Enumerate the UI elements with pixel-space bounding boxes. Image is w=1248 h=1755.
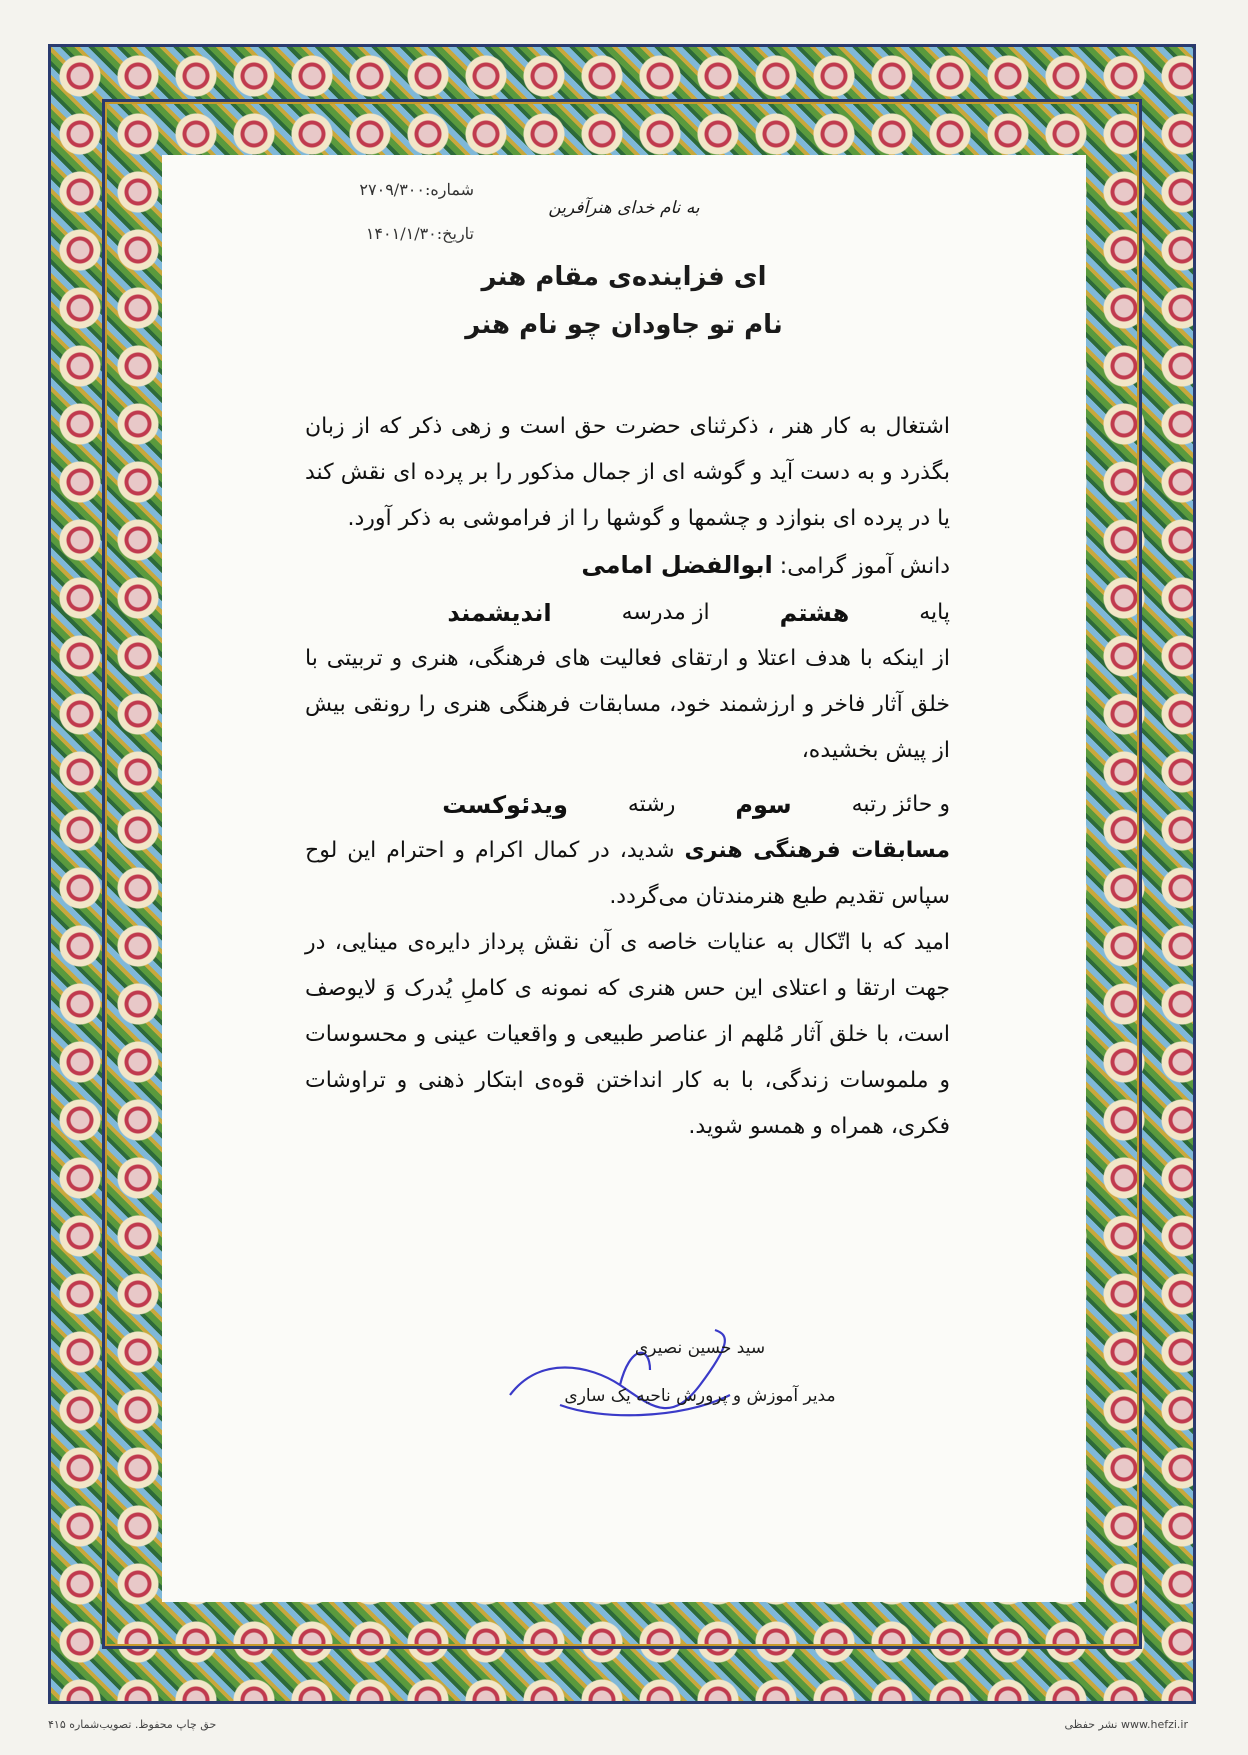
grade-label: پایه — [919, 600, 950, 625]
intro-paragraph: اشتغال به کار هنر ، ذکرثنای حضرت حق است و زهی ذکر که از زبان بگذرد و به دست آید و گوشه ای از جمال مذکور را بر پرده ای نقش کند یا در پرده ای بنوازد و چشمها و گوشها را از فراموشی به ذکر آورد. — [305, 414, 950, 531]
closing-paragraph: امید که با اتّکال به عنایات خاصه ی آن نقش پرداز دایره‌ی مینایی، در جهت ارتقا و اعتلای این حس هنری که نمونه ی کاملِ یُدرک وَ لایوصف است، با خلق آثار مُلهم از عناصر طبیعی و واقعیات عینی و محسوسات و ملموسات زندگی، با به کار انداختن قوه‌ی ابتکار ذهنی و تراوشات فکری، همراه و همسو شوید. — [305, 930, 950, 1139]
poem-line-1: ای فزاینده‌ی مقام هنر — [481, 262, 767, 292]
bismillah: به نام خدای هنرآفرین — [548, 198, 700, 218]
rank-value: سوم — [735, 791, 792, 819]
signer-name: سید حسین نصیری — [634, 1338, 766, 1358]
signer-title: مدیر آموزش و پرورش ناحیه یک ساری — [564, 1386, 836, 1406]
footer-copyright: حق چاپ محفوظ. تصویب‌شماره ۴۱۵ — [48, 1718, 217, 1731]
student-label: دانش آموز گرامی: — [779, 554, 950, 579]
grade-line — [305, 590, 950, 636]
reference-date: تاریخ:۱۴۰۱/۱/۳۰ — [365, 224, 474, 243]
field-value: ویدئوکست — [442, 791, 568, 819]
rank-label: و حائز رتبه — [851, 792, 950, 817]
appreciation-paragraph — [305, 828, 950, 920]
school-label: از مدرسه — [621, 600, 710, 625]
grade-value: هشتم — [779, 599, 850, 627]
competition-name: مسابقات فرهنگی هنری — [684, 838, 951, 863]
poem-line-2: نام تو جاودان چو نام هنر — [465, 310, 783, 340]
student-line — [305, 542, 950, 590]
field-label: رشته — [627, 792, 676, 817]
appreciation-text: شدید، در کمال اکرام و احترام این لوح سپاس تقدیم طبع هنرمندتان می‌گردد. — [305, 838, 950, 909]
purpose-paragraph: از اینکه با هدف اعتلا و ارتقای فعالیت های فرهنگی، هنری و تربیتی با خلق آثار فاخر و ارزشمند خود، مسابقات فرهنگی هنری را رونقی بیش از پیش بخشیده، — [305, 646, 950, 763]
certificate-body — [305, 404, 950, 1150]
rank-line — [305, 782, 950, 828]
student-name: ابوالفضل امامی — [581, 551, 773, 579]
signature-block — [500, 1330, 900, 1406]
school-value: اندیشمند — [447, 599, 552, 627]
reference-number: شماره:۲۷۰۹/۳۰۰ — [359, 180, 474, 199]
footer-publisher: www.hefzi.ir نشر حفظی — [1064, 1718, 1188, 1731]
